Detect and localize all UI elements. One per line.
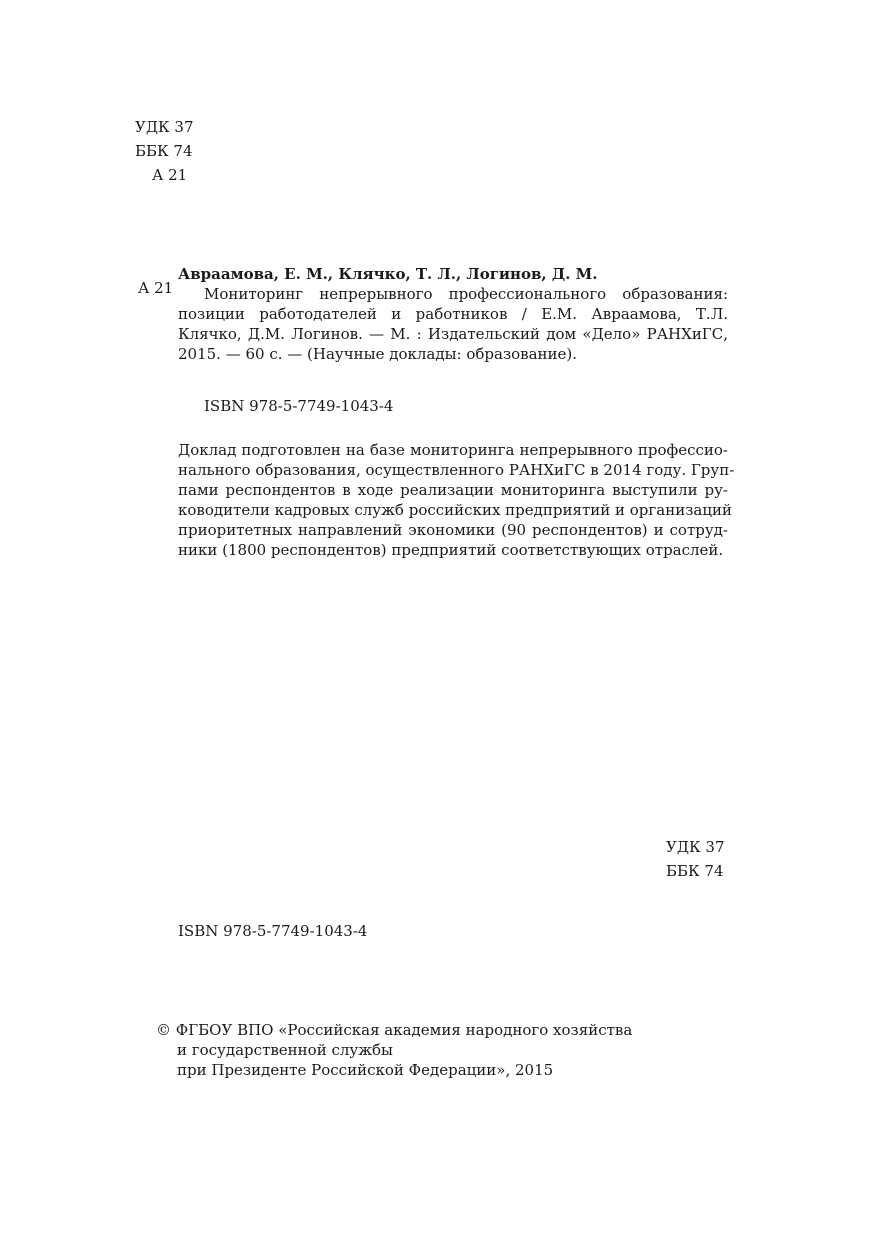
copyright-notice [156,1020,632,1080]
abstract [178,440,735,560]
udk-code-bottom: УДК 37 [666,838,725,856]
abstract-line: ководители кадровых служб российских предприятий и организаций [178,501,732,519]
copyright-line-3: при Президенте Российской Федерации», 2015 [177,1061,554,1079]
udk-code: УДК 37 [135,118,194,136]
abstract-line: нального образования, осуществленного РАНХиГС в 2014 году. Груп- [178,461,735,479]
authors: Авраамова, Е. М., Клячко, Т. Л., Логинов, Д. М. [178,265,598,283]
abstract-line: приоритетных направлений экономики (90 респондентов) и сотруд- [178,521,728,539]
copyright-line-2: и государственной службы [177,1041,393,1059]
bibliographic-record [178,264,728,364]
margin-cutter-code: А 21 [138,279,174,297]
abstract-line: пами респондентов в ходе реализации мониторинга выступили ру- [178,481,728,499]
copyright-line-1: © ФГБОУ ВПО «Российская академия народного хозяйства [156,1021,633,1039]
bbk-code: ББК 74 [135,142,193,160]
isbn-main: ISBN 978-5-7749-1043-4 [204,397,394,415]
cutter-code: А 21 [152,166,188,184]
classification-codes-top [135,115,194,187]
bibliographic-description: Мониторинг непрерывного профессионального образования: позиции работодателей и работников / Е.М. Авраамова, Т.Л. Клячко, Д.М. Логинов. — М. : Издательский дом «Дело» РАНХиГС, 2015. — 60 с. — (Научные доклады: образование). [178,285,728,363]
classification-codes-bottom [666,835,725,883]
bbk-code-bottom: ББК 74 [666,862,724,880]
abstract-line: Доклад подготовлен на базе мониторинга непрерывного профессио- [178,441,728,459]
isbn-bottom: ISBN 978-5-7749-1043-4 [178,922,368,940]
abstract-line: ники (1800 респондентов) предприятий соответствующих отраслей. [178,541,724,559]
